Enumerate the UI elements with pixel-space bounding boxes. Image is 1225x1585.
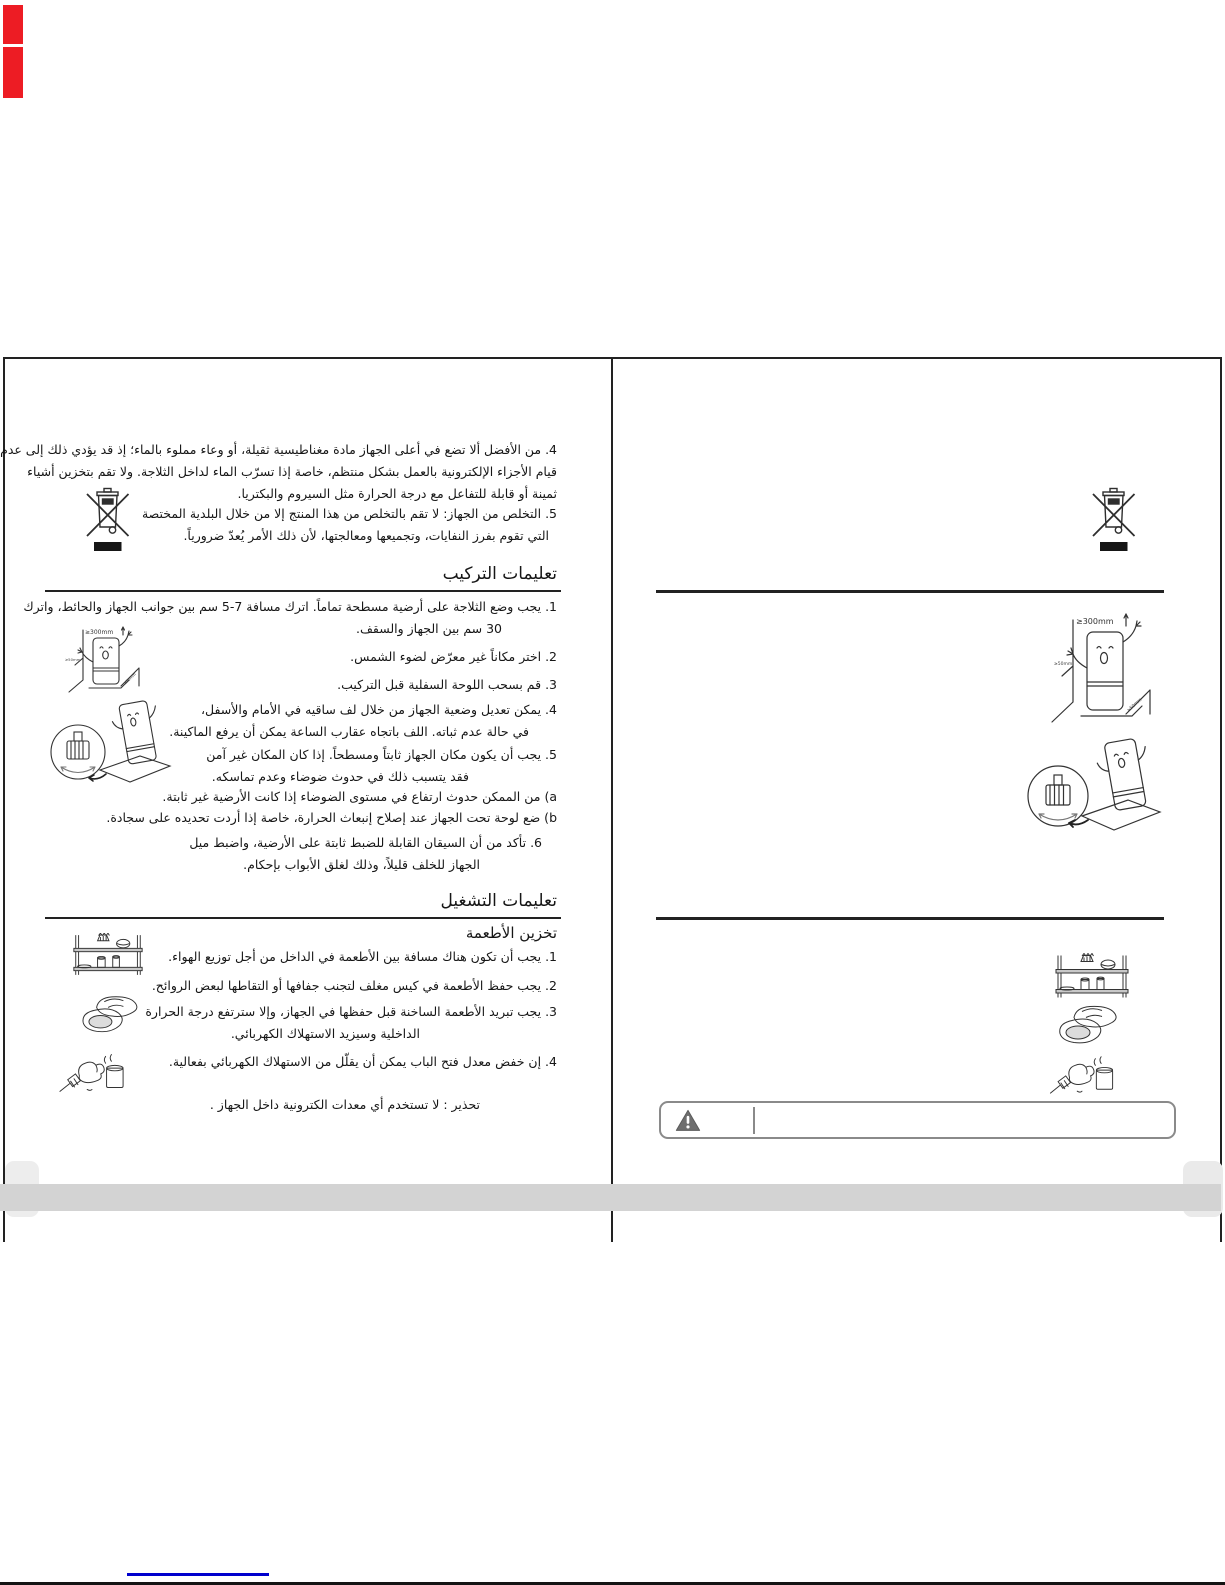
wrapped-food-illustration-right	[1056, 1001, 1120, 1052]
install-1-line1: 1. يجب وضع الثلاجة على أرضية مسطحة تماماً. اترك مسافة 7-5 سم بين جوانب الجهاز والحائط، واترك	[23, 599, 557, 614]
fridge-wall-clearance-illustration-right	[1040, 610, 1160, 732]
storage-item-4: 4. إن خفض معدل فتح الباب يمكن أن يقلّل من الاستهلاك الكهربائي بفعالية.	[168, 1054, 557, 1069]
leveling-foot-illustration-right	[1024, 734, 1172, 840]
weee-crossed-bin-icon	[83, 485, 133, 553]
install-item-3: 3. قم بسحب اللوحة السفلية قبل التركيب.	[337, 677, 557, 692]
operation-section-rule	[45, 917, 561, 919]
frame-right-line	[1220, 357, 1222, 1242]
install-item-b: b) ضع لوحة تحت الجهاز عند إصلاح إنبعاث الحرارة، خاصة إذا أردت تحديده على سجادة.	[106, 810, 557, 825]
leveling-foot-illustration	[48, 694, 182, 790]
footer-blue-underline	[127, 1573, 269, 1576]
install-6-line1: 6. تأكد من أن السيقان القابلة للضبط ثابتة على الأرضية، واضبط ميل	[189, 835, 542, 850]
installation-section-rule	[45, 590, 561, 592]
install-5-line2: فقد يتسبب ذلك في حدوث ضوضاء وعدم تماسكه.	[211, 769, 469, 784]
storage-item-1: 1. يجب أن تكون هناك مسافة بين الأطعمة في الداخل من أجل توزيع الهواء.	[168, 949, 557, 964]
wrapped-food-illustration	[77, 994, 143, 1038]
warning-triangle-icon	[674, 1108, 702, 1134]
install-item-2: 2. اختر مكاناً غير معرّض لضوء الشمس.	[350, 649, 557, 664]
install-item-4	[169, 699, 557, 743]
disposal-p5-line2: التي تقوم بفرز النفايات، وتجميعها ومعالجتها، لأن ذلك الأمر يُعدّ ضرورياً.	[183, 528, 549, 543]
clearance-300mm-label-right: ≥300mm	[1076, 617, 1114, 626]
warning-note: تحذير : لا تستخدم أي معدات الكترونية داخل الجهاز .	[209, 1097, 480, 1112]
disposal-p5-line1: 5. التخلص من الجهاز: لا تقم بالتخلص من هذا المنتج إلا من خلال البلدية المختصة	[141, 506, 557, 521]
disposal-p4-line3: ثمينة أو قابلة للتفاعل مع درجة الحرارة مثل السيروم والبكتريا.	[237, 486, 557, 501]
clearance-50mm-left-label-right: ≥50mm	[1054, 662, 1073, 667]
clearance-50mm-right-label-right: ≥50mm	[1126, 697, 1144, 714]
storage-3-line1: 3. يجب تبريد الأطعمة الساخنة قبل حفظها في الجهاز، وإلا سترتفع درجة الحرارة	[145, 1004, 557, 1019]
install-4-line1: 4. يمكن تعديل وضعية الجهاز من خلال لف ساقيه في الأمام والأسفل،	[200, 702, 557, 717]
install-6-line2: الجهاز للخلف قليلاً، وذلك لغلق الأبواب بإحكام.	[243, 857, 480, 872]
install-item-a: a) من الممكن حدوث ارتفاع في مستوى الضوضاء إذا كانت الأرضية غير ثابتة.	[162, 789, 557, 804]
footer-gray-bar	[0, 1184, 1221, 1211]
weee-crossed-bin-icon-right	[1089, 484, 1139, 554]
warning-callout-box	[659, 1101, 1176, 1139]
clearance-50mm-left-label: ≥50mm	[65, 657, 81, 662]
storage-item-3	[145, 1001, 557, 1045]
storage-3-line2: الداخلية وسيزيد الاستهلاك الكهربائي.	[230, 1026, 420, 1041]
install-item-5	[206, 744, 557, 788]
food-storage-subtitle: تخزين الأطعمة	[465, 924, 557, 942]
storage-item-2: 2. يجب حفظ الأطعمة في كيس مغلف لتجنب جفافها أو التقاطها لبعض الروائح.	[151, 978, 557, 993]
installation-section-rule-right	[656, 590, 1164, 593]
disposal-p4-line1: 4. من الأفضل ألا تضع في أعلى الجهاز مادة مغناطيسية ثقيلة، أو وعاء مملوء بالماء؛ إذ قد يؤدي ذلك إلى عدم	[0, 442, 557, 457]
shelf-food-spacing-illustration-right	[1053, 953, 1131, 1000]
install-5-line1: 5. يجب أن يكون مكان الجهاز ثابتاً ومسطحاً. إذا كان المكان غير آمن	[206, 747, 557, 762]
install-1-line2: 30 سم بين الجهاز والسقف.	[355, 621, 502, 636]
shelf-food-spacing-illustration	[71, 933, 145, 977]
clearance-300mm-label: ≥300mm	[85, 629, 114, 636]
print-mark-red-2	[3, 47, 23, 98]
operation-section-title: تعليمات التشغيل	[440, 891, 557, 911]
glove-hot-container-illustration	[58, 1048, 126, 1094]
install-4-line2: في حالة عدم ثباته. اللف باتجاه عقارب الساعة يمكن أن يرفع الماكينة.	[169, 724, 529, 739]
install-item-6	[189, 832, 542, 876]
frame-center-divider	[611, 357, 613, 1242]
glove-hot-container-illustration-right	[1043, 1051, 1121, 1095]
warning-box-divider	[753, 1107, 755, 1134]
print-mark-red-1	[3, 5, 23, 44]
disposal-p4-line2: قيام الأجزاء الإلكترونية بالعمل بشكل منتظم، خاصة إذا تسرّب الماء لداخل الثلاجة. ولا تقم بتخزين أشياء	[27, 464, 557, 479]
clearance-50mm-right-label: ≥50mm	[122, 671, 137, 686]
installation-section-title: تعليمات التركيب	[442, 564, 557, 584]
disposal-paragraph-5	[142, 503, 557, 547]
operation-section-rule-right	[656, 917, 1164, 920]
fridge-wall-clearance-illustration	[63, 624, 145, 696]
